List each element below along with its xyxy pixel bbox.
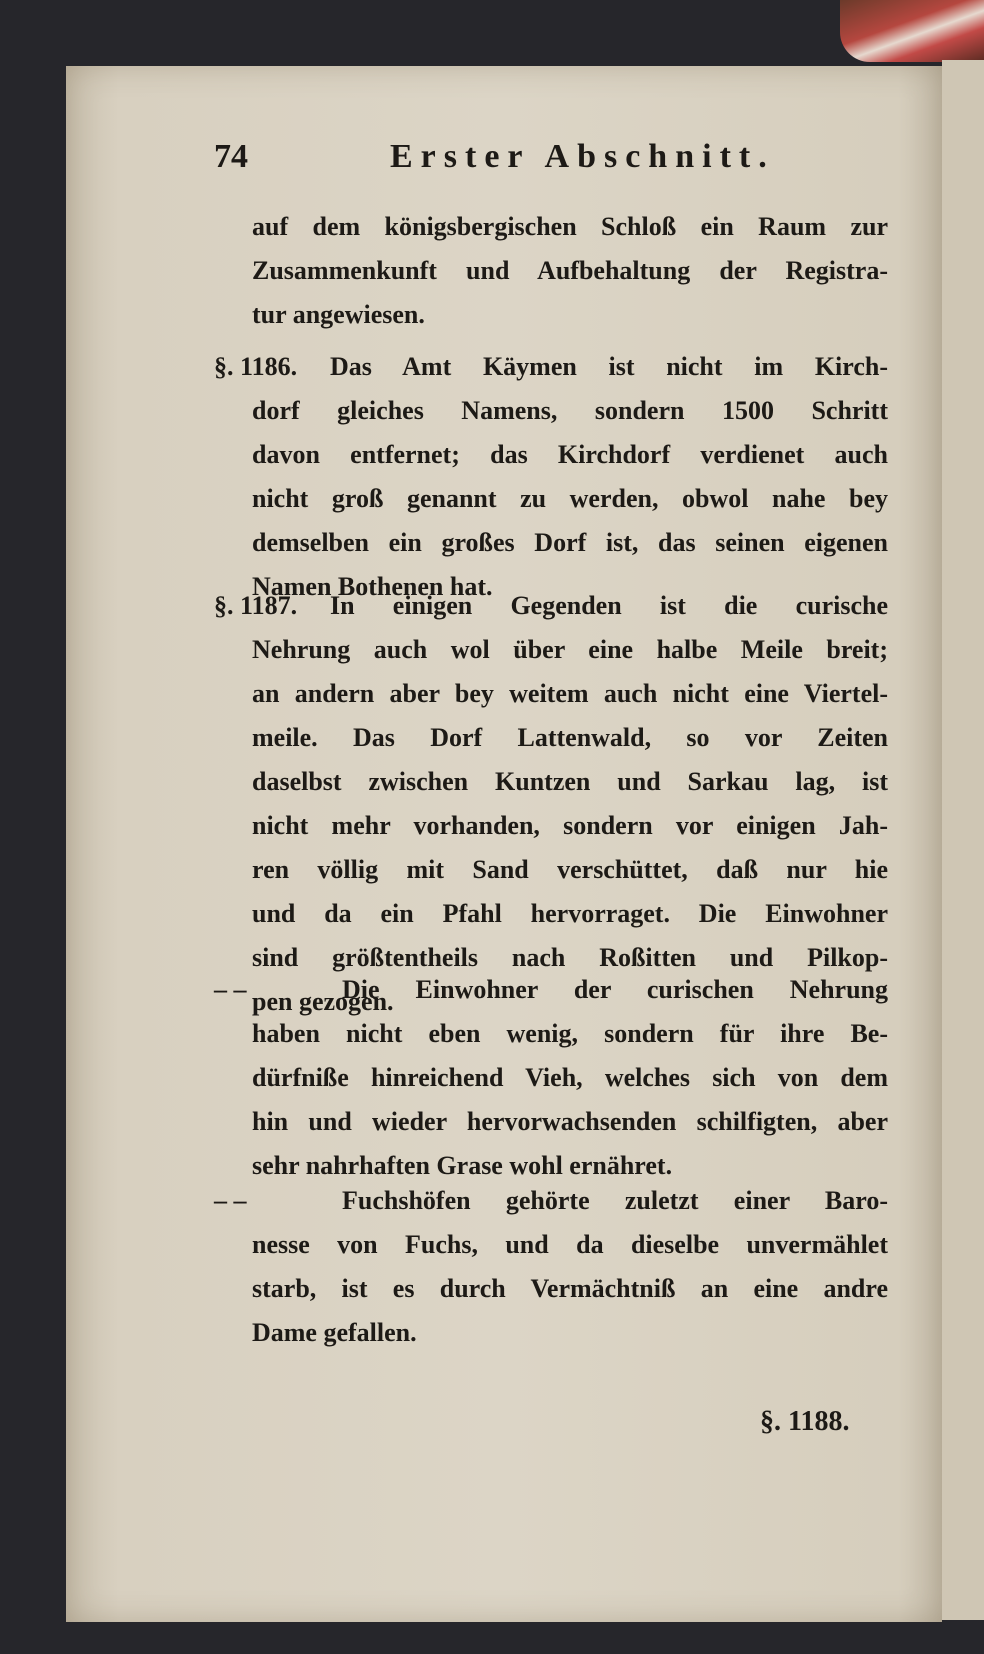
text-line: daselbst zwischen Kuntzen und Sarkau lag, ist bbox=[252, 767, 888, 796]
page-number: 74 bbox=[214, 138, 248, 175]
section-mark: – – bbox=[214, 975, 247, 1004]
text-line: Nehrung auch wol über eine halbe Meile breit; bbox=[252, 635, 888, 664]
text-line: und da ein Pfahl hervorraget. Die Einwohner bbox=[252, 899, 888, 928]
text-line: Dame gefallen. bbox=[252, 1318, 417, 1347]
text-line: sind größtentheils nach Roßitten und Pilkop- bbox=[252, 943, 888, 972]
catchword: §. 1188. bbox=[760, 1406, 850, 1437]
bookmark-ribbon bbox=[840, 0, 984, 62]
text-line: dürfniße hinreichend Vieh, welches sich von dem bbox=[252, 1063, 888, 1092]
section-mark: §. 1186. bbox=[214, 352, 298, 381]
section-mark: §. 1187. bbox=[214, 591, 298, 620]
text-line: ren völlig mit Sand verschüttet, daß nur hie bbox=[252, 855, 888, 884]
text-line: Zusammenkunft und Aufbehaltung der Registra- bbox=[252, 256, 888, 285]
text-line: auf dem königsbergischen Schloß ein Raum zur bbox=[252, 212, 888, 241]
text-line: nicht mehr vorhanden, sondern vor einigen Jah- bbox=[252, 811, 888, 840]
section-mark: – – bbox=[214, 1186, 247, 1215]
text-line: dorf gleiches Namens, sondern 1500 Schritt bbox=[252, 396, 888, 425]
text-line: Das Amt Käymen ist nicht im Kirch- bbox=[330, 352, 888, 381]
text-line: In einigen Gegenden ist die curische bbox=[330, 591, 888, 620]
text-line: haben nicht eben wenig, sondern für ihre Be- bbox=[252, 1019, 888, 1048]
text-line: tur angewiesen. bbox=[252, 300, 425, 329]
text-line: hin und wieder hervorwachsenden schilfigten, aber bbox=[252, 1107, 888, 1136]
text-line: starb, ist es durch Vermächtniß an eine andre bbox=[252, 1274, 888, 1303]
text-line: Fuchshöfen gehörte zuletzt einer Baro- bbox=[342, 1186, 888, 1215]
text-line: demselben ein großes Dorf ist, das seinen eigenen bbox=[252, 528, 888, 557]
text-line: sehr nahrhaften Grase wohl ernähret. bbox=[252, 1151, 673, 1180]
text-line: meile. Das Dorf Lattenwald, so vor Zeiten bbox=[252, 723, 888, 752]
text-line: pen gezogen. bbox=[252, 987, 394, 1016]
next-page-edge bbox=[942, 60, 984, 1620]
text-line: Die Einwohner der curischen Nehrung bbox=[342, 975, 888, 1004]
text-line: Namen Bothenen hat. bbox=[252, 572, 493, 601]
running-title: Erster Abschnitt. bbox=[390, 138, 775, 175]
text-line: nicht groß genannt zu werden, obwol nahe bey bbox=[252, 484, 888, 513]
text-line: an andern aber bey weitem auch nicht eine Viertel- bbox=[252, 679, 888, 708]
text-line: davon entfernet; das Kirchdorf verdienet auch bbox=[252, 440, 888, 469]
text-line: nesse von Fuchs, und da dieselbe unvermählet bbox=[252, 1230, 888, 1259]
